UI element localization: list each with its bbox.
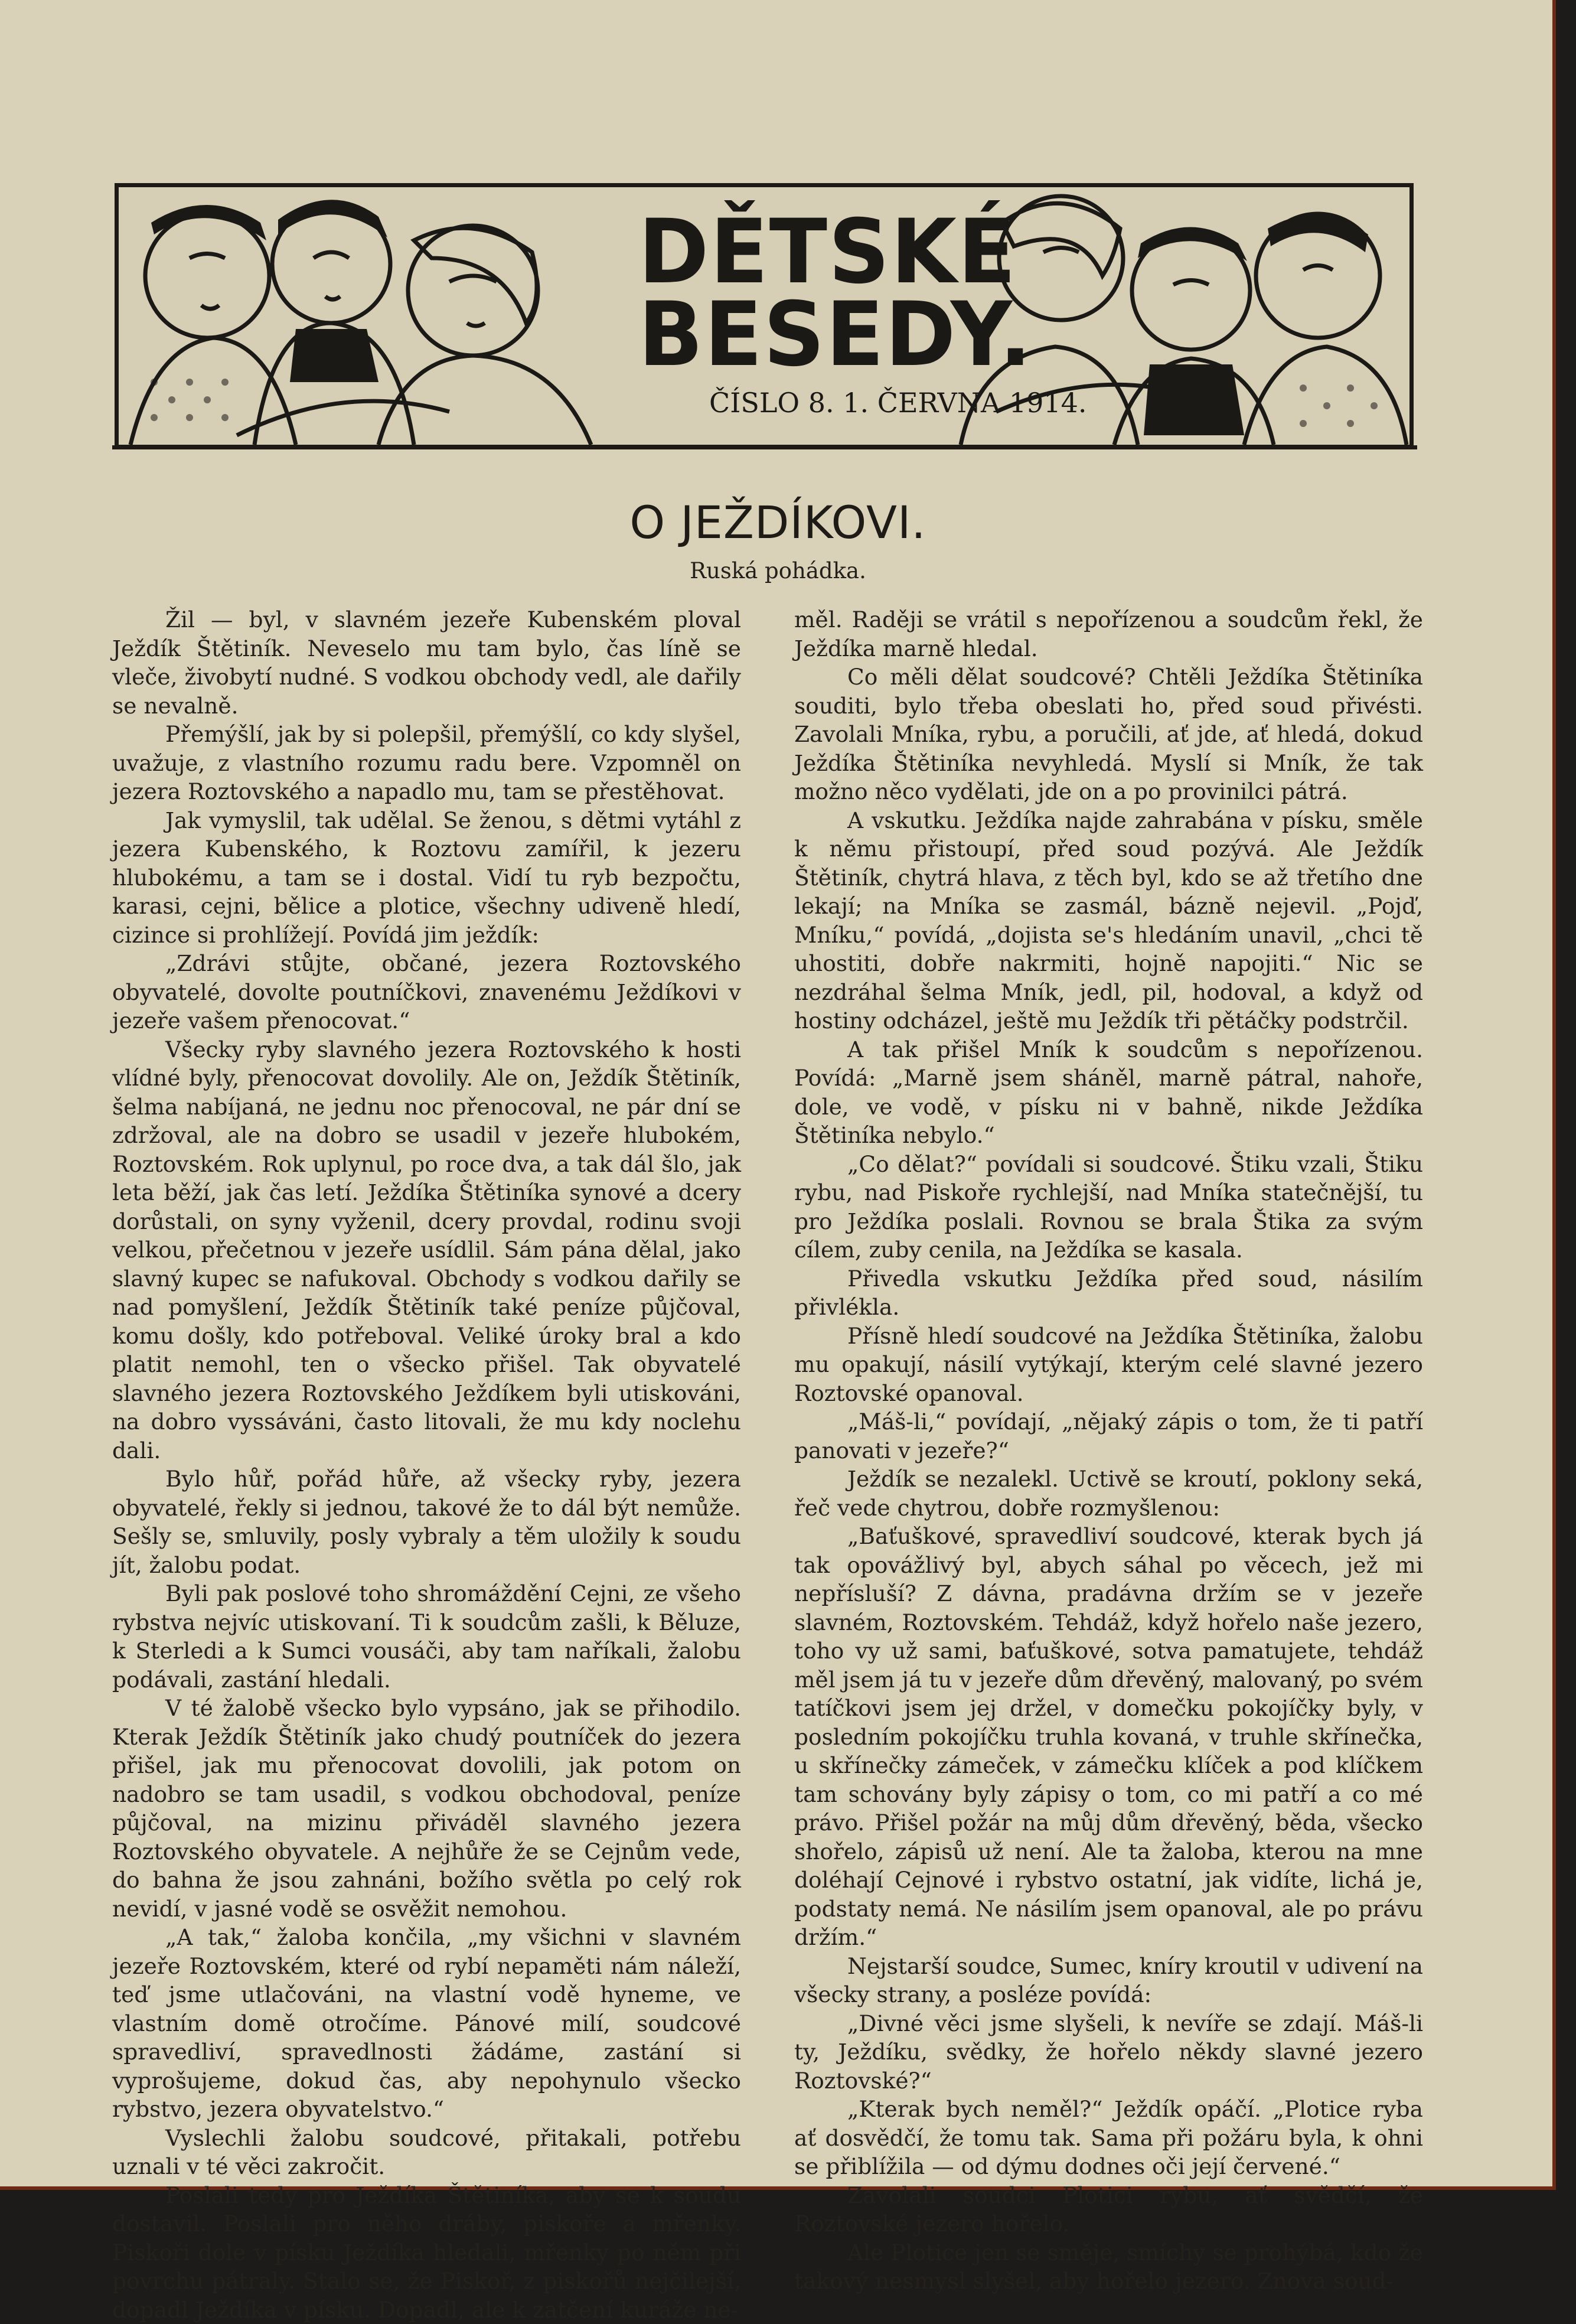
paragraph: „A tak,“ žaloba končila, „my všichni v slavném jezeře Roztovském, které od rybí nepaměti nám náleží, teď jsme utlačováni, na vlastní vodě hyneme, ve vlastním domě otročíme. Pánové milí, soudcové spravedliví, spravedlnosti žádáme, zastání si vyprošujeme, dokud čas, aby nepohynulo všecko rybstvo, jezera obyvatelstvo.“ — [112, 1923, 741, 2124]
paragraph: A vskutku. Ježdíka najde zahrabána v písku, směle k němu přistoupí, před soud pozývá. Ale Ježdík Štětiník, chytrá hlava, z těch byl, kdo se až třetího dne lekají; na Mníka se zasmál, bázně nejevil. „Pojď, Mníku,“ povídá, „dojista se's hledáním unavil, „chci tě uhostiti, dobře nakrmiti, hojně napojiti.“ Nic se nezdráhal šelma Mník, jedl, pil, hodoval, a když od hostiny odcházel, ještě mu Ježdík tři pětáčky podstrčil. — [794, 806, 1423, 1035]
paragraph: „Co dělat?“ povídali si soudcové. Štiku vzali, Štiku rybu, nad Piskoře rychlejší, nad Mníka statečnější, tu pro Ježdíka poslali. Rovnou se brala Štika za svým cílem, zuby cenila, na Ježdíka se kasala. — [794, 1150, 1423, 1264]
left-column — [112, 605, 741, 2324]
article-title: O JEŽDÍKOVI. — [0, 496, 1556, 549]
article-subtitle: Ruská pohádka. — [0, 558, 1556, 584]
paragraph: „Divné věci jsme slyšeli, k nevíře se zdají. Máš-li ty, Ježdíku, svědky, že hořelo někdy slavné jezero Roztovské?“ — [794, 2009, 1423, 2095]
paragraph: Jak vymyslil, tak udělal. Se ženou, s dětmi vytáhl z jezera Kubenského, k Roztovu zamířil, k jezeru hlubokému, a tam se i dostal. Vidí tu ryb bezpočtu, karasi, cejni, bělice a plotice, všechny udiveně hledí, cizince si prohlížejí. Povídá jim ježdík: — [112, 806, 741, 950]
paragraph: Zavolali soudci Plotici rybu, ať svědčí, že Roztovské jezero hořelo. — [794, 2181, 1423, 2238]
right-column — [794, 605, 1423, 2296]
paragraph: Přísně hledí soudcové na Ježdíka Štětiníka, žalobu mu opakují, násilí vytýkají, kterým celé slavné jezero Roztovské opanoval. — [794, 1322, 1423, 1408]
masthead-title-line-2: BESEDY. — [638, 294, 1046, 376]
paragraph: V té žalobě všecko bylo vypsáno, jak se přihodilo. Kterak Ježdík Štětiník jako chudý poutníček do jezera přišel, jak mu přenocovat dovolili, jak potom on nadobro se tam usadil, s vodkou obchodoval, peníze půjčoval, na mizinu přiváděl slavného jezera Roztovského obyvatele. A nejhůře že se Cejnům vede, do bahna že jsou zahnáni, božího světla po celý rok nevidí, v jasné vodě se osvěžit nemohou. — [112, 1694, 741, 1923]
issue-date-line: ČÍSLO 8. 1. ČERVNA 1914. — [709, 387, 1087, 419]
paragraph: Přemýšlí, jak by si polepšil, přemýšlí, co kdy slyšel, uvažuje, z vlastního rozumu radu bere. Vzpomněl on jezera Roztovského a napadlo mu, tam se přestěhovat. — [112, 720, 741, 806]
paragraph-continuation: měl. Raději se vrátil s nepořízenou a soudcům řekl, že Ježdíka marně hledal. — [794, 605, 1423, 663]
paragraph: Všecky ryby slavného jezera Roztovského k hosti vlídné byly, přenocovat dovolily. Ale on, Ježdík Štětiník, šelma nabíjaná, ne jednu noc přenocoval, ne pár dní se zdržoval, ale na dobro se usadil v jezeře hlubokém, Roztovském. Rok uplynul, po roce dva, a tak dál šlo, jak leta běží, jak čas letí. Ježdíka Štětiníka synové a dcery dorůstali, on syny vyženil, dcery provdal, rodinu svoji velkou, přečetnou v jezeře usídlil. Sám pána dělal, jako slavný kupec se nafukoval. Obchody s vodkou dařily se nad pomyšlení, Ježdík Štětiník také peníze půjčoval, komu došly, kdo potřeboval. Veliké úroky bral a kdo platit nemohl, ten o všecko přišel. Tak obyvatelé slavného jezera Roztovského Ježdíkem byli utiskováni, na dobro vyssáváni, často litovali, že mu kdy noclehu dali. — [112, 1035, 741, 1465]
paragraph: Vyslechli žalobu soudcové, přitakali, potřebu uznali v té věci zakročit. — [112, 2124, 741, 2181]
paragraph: Přivedla vskutku Ježdíka před soud, násilím přivlékla. — [794, 1264, 1423, 1322]
children-reading-illustration-right — [925, 187, 1409, 445]
paragraph: Poslali tedy pro Ježdíka Štětiníka, aby se k soudu dostavil. Poslali pro něho dráby, piskoře a mřenky. Piskoři dole v písku Ježdíka hledali, mřenky po něm při povrchu pátraly. Stalo se, že Piskoř, z piskořů nejčilejší, dopadl Ježdíka v písku. Dopadl, ale k zatčení kuráže ne- — [112, 2181, 741, 2324]
masthead — [115, 183, 1414, 449]
masthead-rule — [112, 445, 1417, 449]
paragraph: Ale Plotice jen se směje, smíchy se prohýbá, kdo že takový nesmysl slyšel, aby hořelo jezero. Znova soud- — [794, 2238, 1423, 2296]
paragraph: „Máš-li,“ povídají, „nějaký zápis o tom, že ti patří panovati v jezeře?“ — [794, 1407, 1423, 1465]
paragraph: Byli pak poslové toho shromáždění Cejni, ze všeho rybstva nejvíc utiskovaní. Ti k soudcům zašli, k Běluze, k Sterledi a k Sumci vousáči, aby tam naříkali, žalobu podávali, zastání hledali. — [112, 1579, 741, 1694]
paragraph: Ježdík se nezalekl. Uctivě se kroutí, poklony seká, řeč vede chytrou, dobře rozmyšlenou: — [794, 1465, 1423, 1522]
paragraph: Co měli dělat soudcové? Chtěli Ježdíka Štětiníka souditi, bylo třeba obeslati ho, před soud přivésti. Zavolali Mníka, rybu, a poručili, ať jde, ať hledá, dokud Ježdíka Štětiníka nevyhledá. Myslí si Mník, že tak možno něco vydělati, jde on a po provinilci pátrá. — [794, 663, 1423, 806]
paragraph: Žil — byl, v slavném jezeře Kubenském ploval Ježdík Štětiník. Neveselo mu tam bylo, čas líně se vleče, živobytí nudné. S vodkou obchody vedl, ale dařily se nevalně. — [112, 605, 741, 720]
paragraph: „Kterak bych neměl?“ Ježdík opáčí. „Plotice ryba ať dosvědčí, že tomu tak. Sama při požáru byla, k ohni se přiblížila — od dýmu dodnes oči její červené.“ — [794, 2095, 1423, 2181]
paragraph: Nejstarší soudce, Sumec, kníry kroutil v udivení na všecky strany, a posléze povídá: — [794, 1952, 1423, 2009]
paragraph: „Zdrávi stůjte, občané, jezera Roztovského obyvatelé, dovolte poutníčkovi, znavenému Ježdíkovi v jezeře vašem přenocovat.“ — [112, 949, 741, 1035]
paragraph: Bylo hůř, pořád hůře, až všecky ryby, jezera obyvatelé, řekly si jednou, takové že to dál být nemůže. Sešly se, smluvily, posly vybraly a těm uložily k soudu jít, žalobu podat. — [112, 1465, 741, 1579]
paragraph: A tak přišel Mník k soudcům s nepořízenou. Povídá: „Marně jsem sháněl, marně pátral, nahoře, dole, ve vodě, v písku ni v bahně, nikde Ježdíka Štětiníka nebylo.“ — [794, 1035, 1423, 1150]
children-reading-illustration-left — [119, 187, 609, 445]
masthead-title-line-1: DĚTSKÉ — [638, 211, 1046, 294]
paragraph: „Baťuškové, spravedliví soudcové, kterak bych já tak opovážlivý byl, abych sáhal po věcech, jež mi nepřísluší? Z dávna, pradávna držím se v jezeře slavném, Roztovském. Tehdáž, když hořelo naše jezero, toho vy už sami, baťuškové, sotva pamatujete, tehdáž měl jsem já tu v jezeře dům dřevěný, malovaný, po svém tatíčkovi jsem jej držel, v domečku pokojíčky byly, v posledním pokojíčku truhla kovaná, v truhle skřínečka, u skřínečky zámeček, v zámečku klíček a pod klíčkem tam schovány byly zápisy o tom, co mi patří a co mé právo. Přišel požár na můj dům dřevěný, běda, všecko shořelo, zápisů už není. Ale ta žaloba, kterou na mne doléhají Cejnové i rybstvo ostatní, jak vidíte, lichá je, podstaty nemá. Ne násilím jsem opanoval, ale po právu držím.“ — [794, 1522, 1423, 1952]
